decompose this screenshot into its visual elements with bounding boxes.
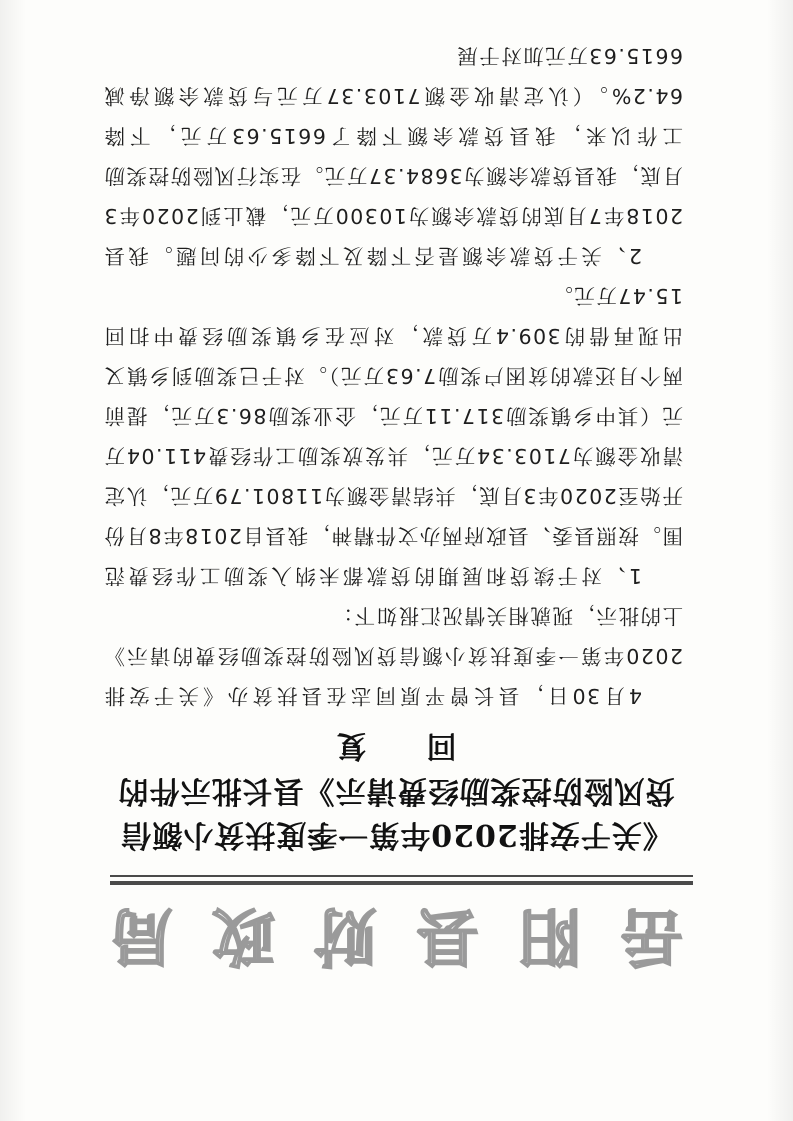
letterhead-thin-rule [110,876,693,878]
body-paragraph-intro: 4月30日，县长曾平原同志在县扶贫办《关于安排2020年第一季度扶贫小额信贷风险防控奖励经费的请示》上的批示，现就相关情况汇报如下： [103,604,683,708]
document-title: 《关于安排2020年第一季度扶贫小额信贷风险防控奖励经费请示》县长批示件的 [117,773,676,852]
letterhead-org-name: 岳阳县财政局 [70,900,683,973]
document-body [103,36,683,716]
letterhead-thick-rule [110,881,693,885]
document-subtitle: 回复 [276,728,457,763]
body-paragraph-item-1: 1、对于续贷和展期的贷款都未纳入奖励工作经费范围。按照县委、县政府两办文件精神，我县自2018年8月份开始至2020年3月底，共结清金额为11801.79万元，认定清收金额为7103.34万元，共发放奖励工作经费411.04万元（其中乡镇奖励317.11万元，企业奖励86.3万元，提前两个月还款的贫困户奖励7.63万元）。对于已奖励到乡镇又出现再借的309.4万贷款，对应在乡镇奖励经费中扣回15.47万元。 [103,284,683,588]
body-paragraph-item-2: 2、关于贷款余额是否下降及下降多少的问题。我县2018年7月底的贷款余额为10300万元，截止到2020年3月底，我县贷款余额为3684.37万元。在实行风险防控奖励工作以来，我县贷款余额下降了6615.63万元，下降64.2%。（认定清收金额7103.37万元与贷款余额净减6615.63万元加对于展 [103,44,683,268]
